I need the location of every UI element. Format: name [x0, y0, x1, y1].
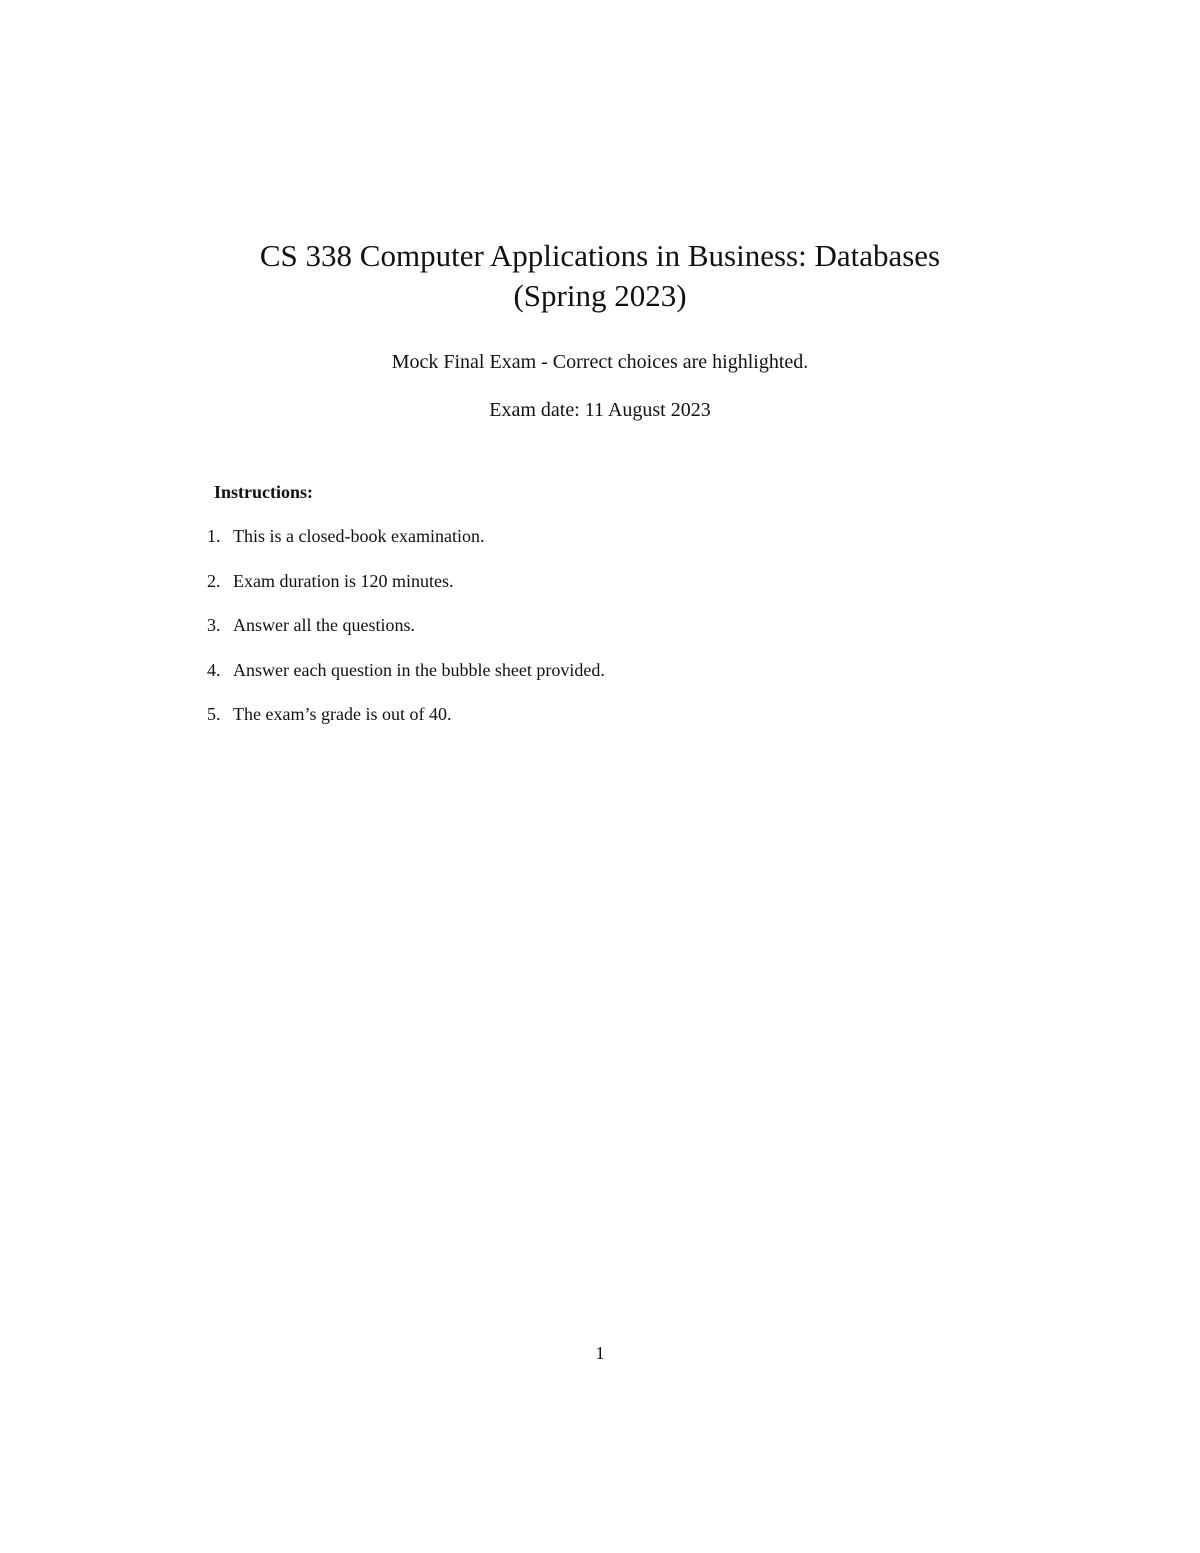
title-line-1: CS 338 Computer Applications in Business: Databases — [259, 238, 941, 273]
page-number: 1 — [595, 1343, 605, 1363]
instruction-item — [0, 613, 1200, 658]
instruction-text: Answer all the questions. — [233, 615, 415, 635]
instruction-text: Exam duration is 120 minutes. — [233, 570, 454, 591]
instructions-heading: Instructions: — [214, 482, 314, 502]
instruction-item — [0, 524, 1200, 569]
instruction-number: 4. — [207, 659, 221, 680]
instruction-text: Answer each question in the bubble sheet provided. — [233, 659, 605, 680]
instruction-text: This is a closed-book examination. — [233, 526, 485, 546]
instruction-number: 2. — [207, 570, 221, 591]
instructions-list — [0, 524, 1200, 747]
exam-date: Exam date: 11 August 2023 — [489, 399, 711, 421]
instruction-number: 3. — [207, 615, 221, 635]
document-title — [0, 236, 1200, 316]
instruction-text: The exam’s grade is out of 40. — [233, 704, 452, 724]
exam-subtitle: Mock Final Exam - Correct choices are highlighted. — [391, 351, 809, 373]
instruction-item — [0, 702, 1200, 747]
instruction-item — [0, 658, 1200, 703]
instruction-number: 1. — [207, 526, 221, 546]
title-line-2: (Spring 2023) — [513, 278, 687, 313]
instruction-item — [0, 569, 1200, 614]
instruction-number: 5. — [207, 704, 221, 724]
